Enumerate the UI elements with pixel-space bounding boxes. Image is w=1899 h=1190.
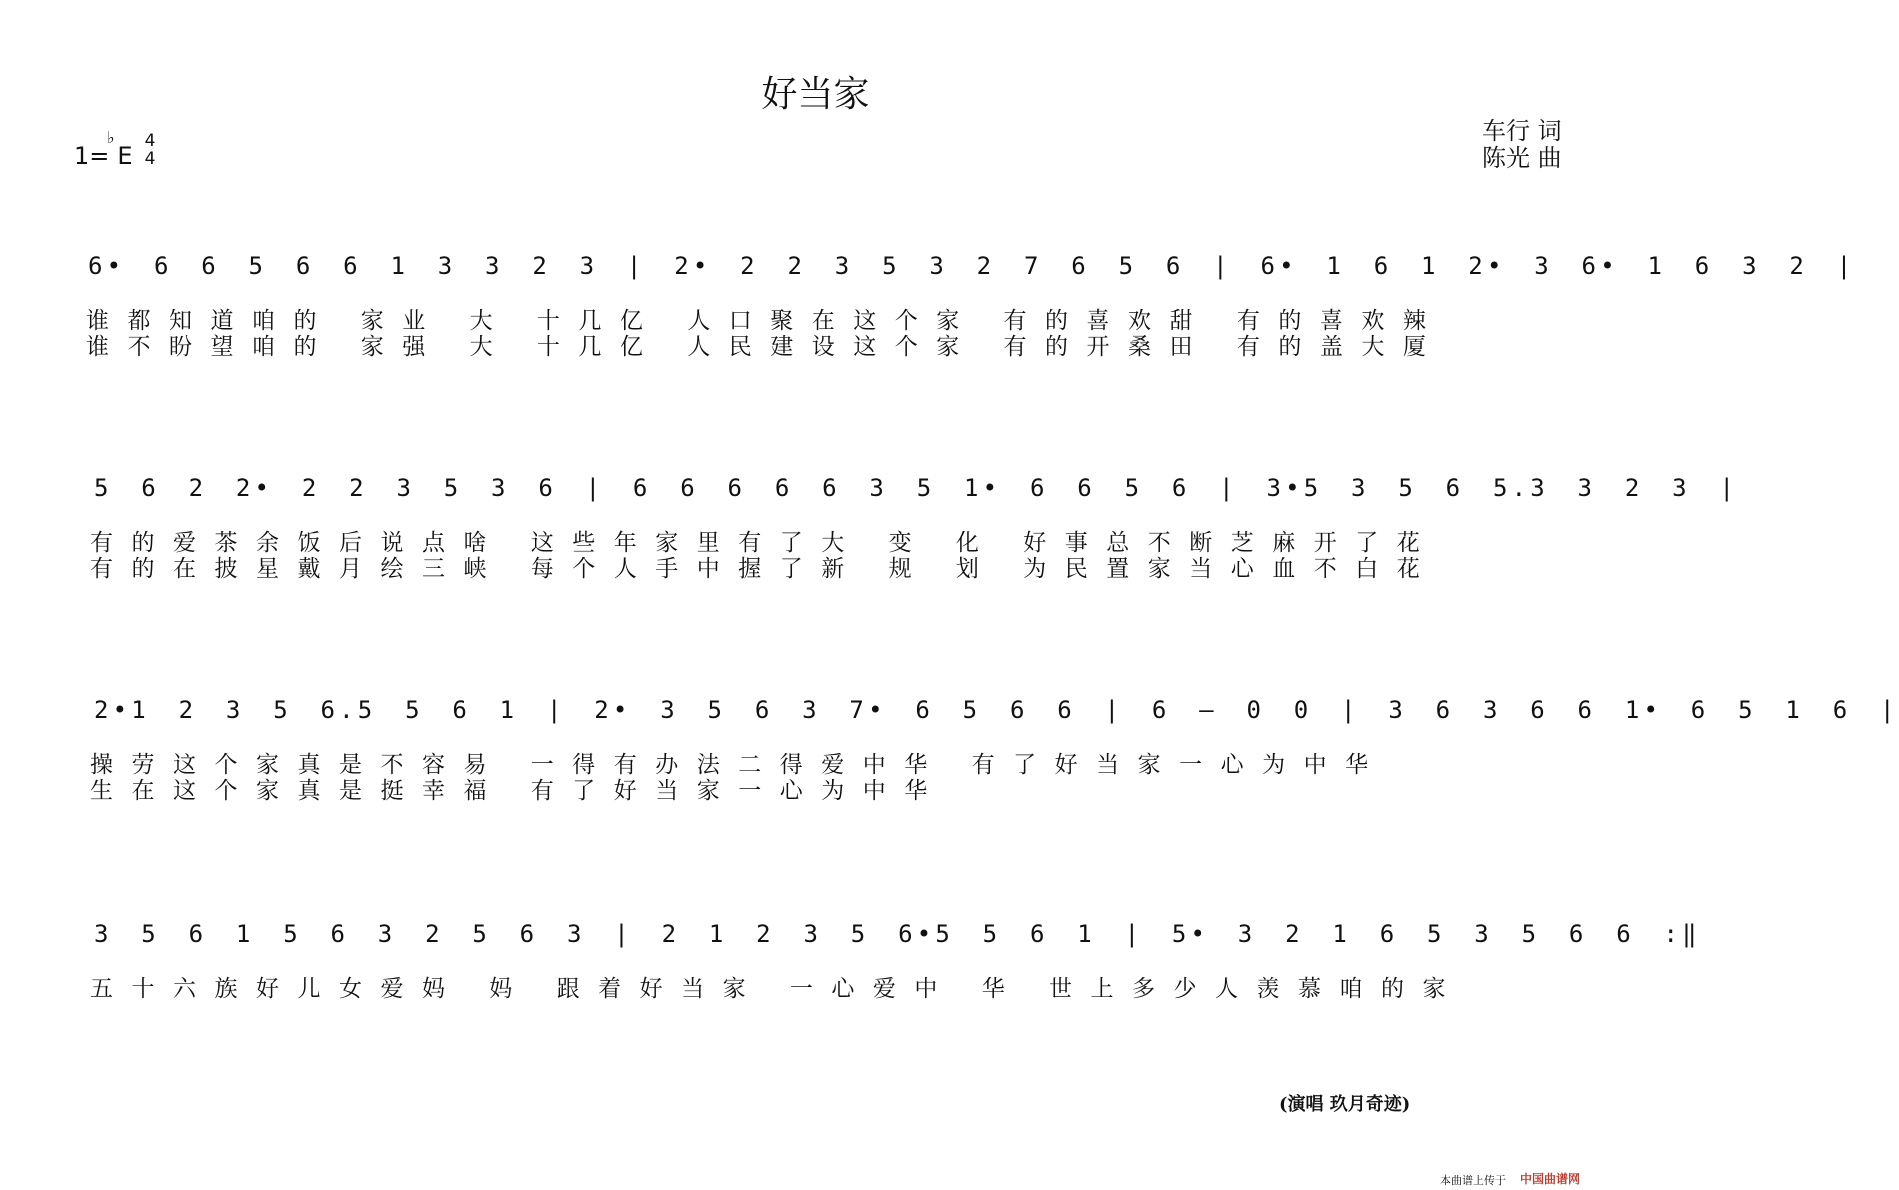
site-logo: 中国曲谱网 bbox=[1520, 1172, 1581, 1186]
lyrics-verse-1: 有的爱茶余饭后说点啥 这些年家里有了大 变 化 好事总不断芝麻开了花 bbox=[90, 530, 1439, 556]
lyrics-verse-2: 生在这个家真是挺幸福 有了好当家一心为中华 bbox=[90, 778, 946, 804]
notes-line: 6• 6 6 5 6 6 1 3 3 2 3 | 2• 2 2 3 5 3 2 7 6 5 6 | 6• 1 6 1 2• 3 6• 1 6 3 2 | bbox=[88, 252, 1856, 280]
score-system-1 bbox=[80, 252, 1856, 362]
credits bbox=[1482, 118, 1562, 172]
lyrics-verse-1: 操劳这个家真是不容易 一得有办法二得爱中华 有了好当家一心为中华 bbox=[90, 752, 1387, 778]
lyrics-verse-2: 谁不盼望咱的 家强 大 十几亿 人民建设这个家 有的开桑田 有的盖大厦 bbox=[86, 334, 1445, 360]
flat-sign: ♭ bbox=[107, 128, 115, 147]
notes-line: 3 5 6 1 5 6 3 2 5 6 3 | 2 1 2 3 5 6•5 5 6 1 | 5• 3 2 1 6 5 3 5 6 6 :‖ bbox=[94, 920, 1701, 948]
key-prefix: 1= bbox=[74, 142, 110, 170]
upload-note: 本曲谱上传于 bbox=[1440, 1174, 1506, 1187]
time-signature: 4 4 bbox=[144, 131, 156, 169]
lyricist-credit: 车行 词 bbox=[1482, 117, 1562, 145]
lyrics-verse-2: 有的在披星戴月绘三峡 每个人手中握了新 规 划 为民置家当心血不白花 bbox=[90, 556, 1439, 582]
performer-credit: (演唱 玖月奇迹) bbox=[1279, 1094, 1411, 1115]
lyrics-verse-1: 五十六族好儿女爱妈 妈 跟着好当家 一心爱中 华 世上多少人羡慕咱的家 bbox=[90, 976, 1465, 1002]
score-system-3 bbox=[80, 696, 1899, 806]
key-note: E bbox=[117, 142, 133, 170]
score-system-2 bbox=[80, 474, 1739, 584]
key-signature bbox=[74, 128, 156, 170]
score-system-4 bbox=[80, 920, 1701, 1010]
notes-line: 5 6 2 2• 2 2 3 5 3 6 | 6 6 6 6 6 3 5 1• 6 6 5 6 | 3•5 3 5 6 5.3 3 2 3 | bbox=[94, 474, 1739, 502]
song-title: 好当家 bbox=[761, 74, 870, 115]
lyrics-verse-1: 谁都知道咱的 家业 大 十几亿 人口聚在这个家 有的喜欢甜 有的喜欢辣 bbox=[86, 308, 1445, 334]
notes-line: 2•1 2 3 5 6.5 5 6 1 | 2• 3 5 6 3 7• 6 5 6 6 | 6 – 0 0 | 3 6 3 6 6 1• 6 5 1 6 | bbox=[94, 696, 1899, 724]
composer-credit: 陈光 曲 bbox=[1482, 144, 1562, 172]
